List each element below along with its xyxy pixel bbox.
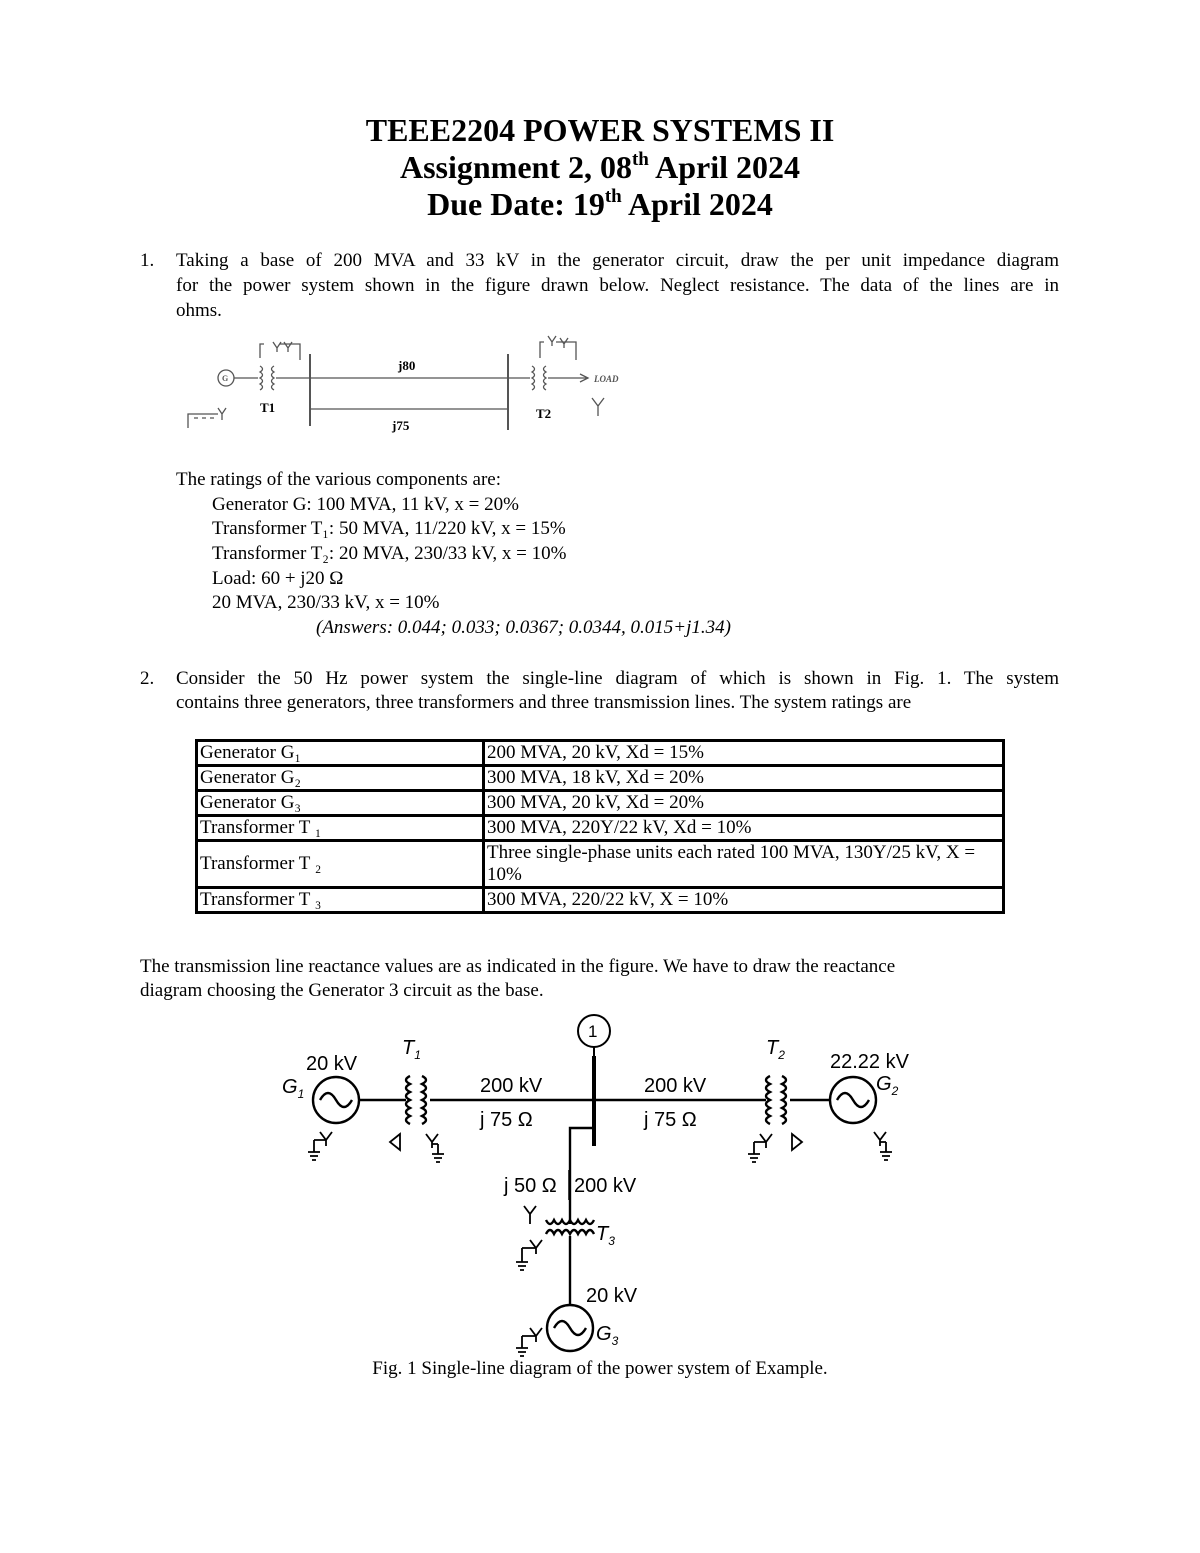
table-cell-name: Transformer T ₁ [197,816,484,841]
t3-label-main: T [596,1223,609,1245]
t1-label-sub: 1 [414,1048,421,1062]
q1-rating-t2: Transformer T₂: 20 MVA, 230/33 kV, x = 10% [212,543,567,564]
q2-line-2: contains three generators, three transformers and three transmission lines. The system ratings are [176,692,912,713]
t3-wye-icon [524,1206,536,1224]
table-cell-rating: 300 MVA, 18 kV, Xd = 20% [484,766,1004,791]
assignment-prefix: Assignment 2, 08 [399,149,632,185]
table-cell-name: Generator G₃ [197,791,484,816]
table-cell-rating: 200 MVA, 20 kV, Xd = 15% [484,741,1004,766]
table-row [197,841,1004,888]
q1-t1-ground-top [260,342,300,360]
table-cell-rating: 300 MVA, 20 kV, Xd = 20% [484,791,1004,816]
q2-single-line-diagram [270,1010,930,1355]
g1-kv-label: 20 kV [306,1053,358,1075]
g2-label-sub: 2 [891,1084,899,1098]
table-row [197,741,1004,766]
q2-after-line-1: The transmission line reactance values are as indicated in the figure. We have to draw the reactance [140,956,896,977]
q1-gen-ground [188,408,226,428]
due-prefix: Due Date: 19 [427,186,605,222]
down-line-reactance-label: j 50 Ω [504,1175,557,1197]
assignment-sup: th [631,149,649,170]
q1-rating-generator: Generator G: 100 MVA, 11 kV, x = 20% [212,494,519,515]
q1-t1-label: T1 [260,400,276,415]
t2-label [766,1037,785,1062]
down-line-kv-label: 200 kV [574,1175,637,1197]
q1-rating-t1: Transformer T₁: 50 MVA, 11/220 kV, x = 15% [212,518,566,539]
g3-label-main: G [596,1323,612,1345]
table-cell-rating: 300 MVA, 220Y/22 kV, Xd = 10% [484,816,1004,841]
t1-label-main: T [402,1037,415,1059]
table-cell-name: Generator G₂ [197,766,484,791]
table-cell-name: Transformer T ₃ [197,888,484,913]
q1-line-bottom-label: j75 [392,418,410,433]
t1-wye-ground-icon [426,1134,444,1162]
t2-delta-icon [792,1134,802,1150]
bus-1-label: 1 [588,1022,598,1041]
right-line-reactance-label: j 75 Ω [644,1109,697,1131]
table-row [197,791,1004,816]
t3-label-sub: 3 [608,1234,615,1248]
course-title: TEEE2204 POWER SYSTEMS II [365,112,835,148]
q1-line-3: ohms. [176,300,222,321]
due-suffix: April 2024 [621,186,773,222]
t1-label [402,1037,421,1062]
t2-coils [766,1076,786,1124]
t1-delta-icon [390,1134,400,1150]
q1-load-wye [592,398,604,416]
g3-label-sub: 3 [611,1334,619,1348]
q1-ratings-intro: The ratings of the various components are: [176,469,502,490]
t2-wye-ground-icon [748,1134,772,1162]
table-cell-rating: 300 MVA, 220/22 kV, X = 10% [484,888,1004,913]
q1-line-2: for the power system shown in the figure drawn below. Neglect resistance. The data of the lines are in [176,275,1059,296]
table-row [197,766,1004,791]
table-row [197,888,1004,913]
table-cell-name: Transformer T ₂ [197,841,484,888]
g1-wye-ground-icon [308,1132,332,1160]
g3-label [596,1323,619,1348]
q1-rating-load: Load: 60 + j20 Ω [212,568,344,589]
g1-label-main: G [282,1076,298,1098]
t3-coils [546,1220,594,1234]
q2-number: 2. [140,668,155,689]
figure-caption: Fig. 1 Single-line diagram of the power system of Example. [372,1358,828,1379]
table-row [197,816,1004,841]
g2-label-main: G [876,1073,892,1095]
table-cell-rating: Three single-phase units each rated 100 MVA, 130Y/25 kV, X = 10% [484,841,1004,888]
g1-label-sub: 1 [297,1087,305,1101]
assignment-suffix: April 2024 [648,149,801,185]
left-line-reactance-label: j 75 Ω [480,1109,533,1131]
g2-wye-ground-icon [874,1132,892,1160]
q1-answers: (Answers: 0.044; 0.033; 0.0367; 0.0344, 0.015+j1.34) [316,617,731,638]
q1-t2-ground-top [540,336,576,360]
q1-t2-coils [532,366,546,390]
left-line-kv-label: 200 kV [480,1075,543,1097]
g3-kv-label: 20 kV [586,1285,638,1307]
g2-kv-label: 22.22 kV [830,1051,909,1073]
g2-label [876,1073,899,1098]
q1-gen-label: G [222,374,229,383]
q1-line-top-label: j80 [398,358,416,373]
q1-rating-extra: 20 MVA, 230/33 kV, x = 10% [212,592,440,613]
t2-label-sub: 2 [778,1048,785,1062]
due-date [0,186,1200,228]
g3-wye-ground-icon [516,1328,542,1356]
q1-circuit-diagram [180,326,640,438]
q1-line-1: Taking a base of 200 MVA and 33 kV in the generator circuit, draw the per unit impedance diagram [176,250,1059,271]
q2-ratings-table [195,739,1005,914]
g1-label [282,1076,304,1101]
q1-load-label: LOAD [594,374,619,384]
q2-after-line-2: diagram choosing the Generator 3 circuit as the base. [140,980,544,1001]
t3-wye-ground-icon [516,1240,542,1270]
due-sup: th [604,186,622,207]
q1-t1-coils [260,366,274,390]
table-cell-name: Generator G₁ [197,741,484,766]
t1-coils [406,1076,426,1124]
assignment-date [0,149,1200,191]
q1-number: 1. [140,250,155,271]
t3-label [596,1223,615,1248]
right-line-kv-label: 200 kV [644,1075,707,1097]
q2-line-1: Consider the 50 Hz power system the single-line diagram of which is shown in Fig. 1. The system [176,668,1059,689]
t2-label-main: T [766,1037,779,1059]
q1-t2-label: T2 [536,406,552,421]
